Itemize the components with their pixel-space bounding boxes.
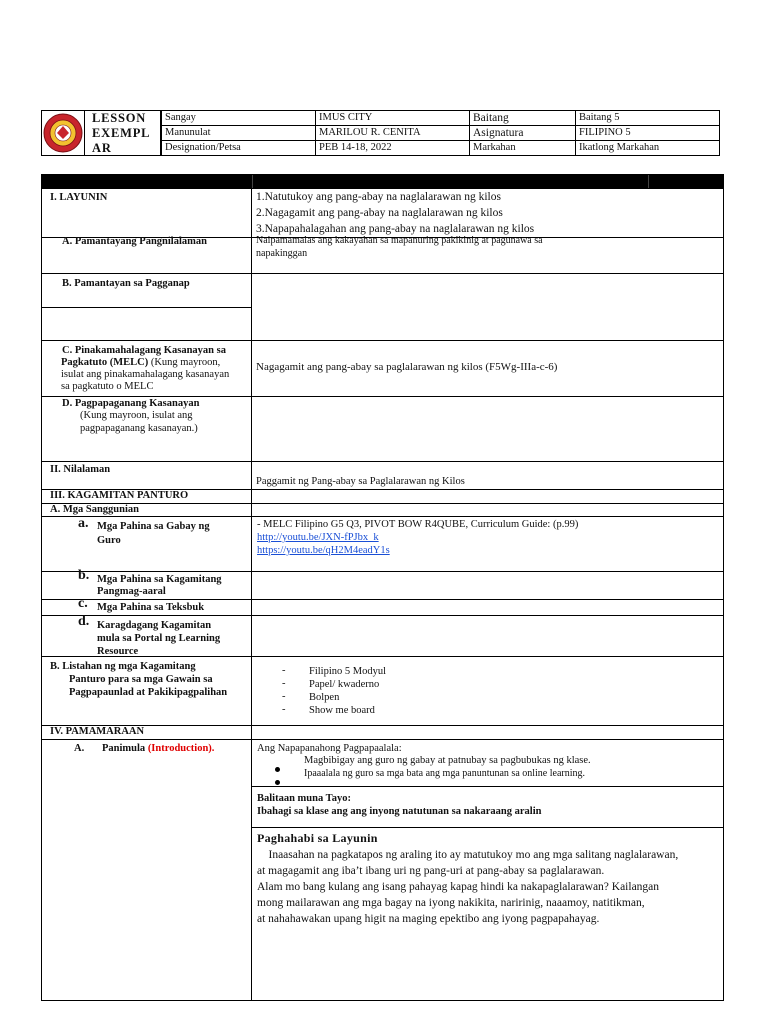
pagganap-label: B. Pamantayan sa Pagganap — [62, 278, 190, 289]
karagdagang-marker: d. — [78, 614, 90, 629]
paalala-item: Ipaaalala ng guro sa mga bata ang mga panuntunan sa online learning. — [304, 768, 586, 779]
melc-row — [41, 340, 724, 397]
youtube-link[interactable]: https://youtu.be/qH2M4eadY1s — [257, 545, 390, 556]
kagamitan-label-cell — [42, 489, 252, 503]
gabay-guro-row — [41, 516, 724, 572]
pangnilalaman-value: napakinggan — [256, 248, 308, 259]
layunin-value-cell — [252, 189, 723, 237]
sanggunian-row — [41, 503, 724, 517]
dash-bullet: - — [282, 704, 286, 715]
nilalaman-label-cell — [42, 461, 252, 489]
pangnilalaman-value: Naipamamalas ang kakayahan sa mapanuring pakikinig at pagunawa sa — [256, 235, 543, 246]
section-divider — [252, 827, 724, 828]
gabay-label: Mga Pahina sa Gabay ng — [97, 521, 210, 532]
pagpapaganang-value-cell — [252, 396, 723, 461]
karagdagang-label: mula sa Portal ng Learning — [97, 633, 221, 644]
teksbuk-label-cell — [42, 596, 252, 615]
baitang-label: Baitang — [470, 111, 576, 126]
panimula-text: Panimula — [102, 743, 148, 754]
designation-label: Designation/Petsa — [162, 141, 316, 156]
kagamitan-label: III. KAGAMITAN PANTURO — [50, 490, 189, 501]
pagganap-divider — [42, 307, 251, 308]
panimula-row — [41, 739, 724, 1001]
pagpapaganang-row — [41, 396, 724, 462]
paghahabi-line: mong mailarawan ang mga bagay na iyong nakikita, naririnig, naaamoy, natitikman, — [257, 897, 645, 909]
pamamaraan-row — [41, 725, 724, 740]
pagpapaganang-note: pagpapaganang kasanayan.) — [80, 423, 198, 434]
listahan-label: Panturo para sa mga Gawain sa — [69, 674, 213, 685]
pangnilalaman-value-cell — [252, 232, 723, 273]
title-line: EXEMPL — [92, 126, 151, 140]
karagdagang-label-cell — [42, 615, 252, 656]
paghahabi-line: at magagamit ang iba’t ibang uri ng pang-uri at pang-abay sa paglalarawan. — [257, 865, 605, 877]
table-header-bar — [41, 174, 724, 188]
sanggunian-label: A. Mga Sanggunian — [50, 504, 139, 515]
header-divider — [648, 175, 649, 189]
gabay-value-cell — [252, 516, 723, 571]
teksbuk-row — [41, 596, 724, 616]
pagpapaganang-label: D. Pagpapaganang Kasanayan — [62, 398, 200, 409]
header-row — [162, 141, 720, 156]
kagamitang-marker: b. — [78, 568, 90, 583]
pamantayang-pangnilalaman-row — [41, 232, 724, 274]
sanggunian-value-cell — [252, 503, 723, 516]
melc-value-cell — [252, 340, 723, 396]
pagpapaganang-note: (Kung mayroon, isulat ang — [80, 410, 193, 421]
paghahabi-line: at nahahawakan upang higit na maging epektibo ang iyong pagpapahayag. — [257, 913, 600, 925]
dash-bullet: - — [282, 665, 286, 676]
header-divider — [252, 175, 253, 189]
melc-bold: Pagkatuto (MELC) — [61, 357, 149, 368]
gabay-label: Guro — [97, 535, 121, 546]
layunin-item: 2.Nagagamit ang pang-abay na naglalarawan ng kilos — [256, 207, 503, 219]
layunin-label: I. LAYUNIN — [50, 192, 108, 203]
teksbuk-marker: c. — [78, 596, 88, 611]
melc-label-cell — [42, 340, 252, 396]
layunin-item: 3.Napapahalagahan ang pang-abay na naglalarawan ng kilos — [256, 223, 535, 235]
listahan-item: Filipino 5 Modyul — [309, 666, 387, 677]
school-seal-logo — [42, 111, 84, 155]
kagamitan-value-cell — [252, 489, 723, 503]
napapanahong-heading: Ang Napapanahong Pagpapaalala: — [257, 743, 402, 754]
kagamitang-pangmag-aaral-row — [41, 568, 724, 600]
melc-note: isulat ang pinakamahalagang kasanayan — [61, 369, 230, 380]
logo-cell — [41, 110, 85, 156]
pamamaraan-label-cell — [42, 725, 252, 739]
section-divider — [252, 786, 724, 787]
introduction-tag: (Introduction). — [147, 743, 215, 754]
header-row — [162, 126, 720, 141]
listahan-item: Papel/ kwaderno — [309, 679, 380, 690]
kagamitang-label: Pangmag-aaral — [97, 586, 166, 597]
listahan-item: Bolpen — [309, 692, 340, 703]
petsa-value: PEB 14-18, 2022 — [316, 141, 470, 156]
karagdagang-value-cell — [252, 615, 723, 656]
listahan-label: Pagpapaunlad at Pakikipagpalihan — [69, 687, 228, 698]
pangnilalaman-label-cell — [42, 232, 252, 273]
panimula-label-cell — [42, 739, 252, 1000]
nilalaman-label: II. Nilalaman — [50, 464, 111, 475]
lesson-exemplar-title-cell — [85, 110, 161, 156]
pagganap-value-cell — [252, 273, 723, 340]
sanggunian-label-cell — [42, 503, 252, 516]
melc-note: (Kung mayroon, — [148, 357, 221, 368]
manunulat-label: Manunulat — [162, 126, 316, 141]
sangay-label: Sangay — [162, 111, 316, 126]
melc-note: sa pagkatuto o MELC — [61, 381, 154, 392]
karagdagang-label: Karagdagang Kagamitan — [97, 620, 212, 631]
melc-label: C. Pinakamahalagang Kasanayan sa — [62, 345, 226, 356]
kagamitan-row — [41, 489, 724, 504]
lesson-exemplar-title — [92, 111, 158, 156]
markahan-label: Markahan — [470, 141, 576, 156]
karagdagang-row — [41, 615, 724, 657]
pagpapaganang-label-cell — [42, 396, 252, 461]
kagamitang-label-cell — [42, 568, 252, 599]
layunin-row — [41, 188, 724, 238]
panimula-value-cell — [252, 739, 723, 1000]
balitaan-instruction: Ibahagi sa klase ang ang inyong natutunan sa nakaraang aralin — [257, 806, 542, 817]
gabay-marker: a. — [78, 516, 89, 531]
listahan-label-cell — [42, 656, 252, 725]
panimula-label — [102, 742, 214, 755]
panimula-marker: A. — [74, 743, 85, 754]
youtube-link[interactable]: http://youtu.be/JXN-fPJbx_k — [257, 532, 379, 543]
title-line: AR — [92, 141, 112, 155]
nilalaman-row — [41, 461, 724, 490]
pangnilalaman-label: A. Pamantayang Pangnilalaman — [62, 236, 207, 247]
karagdagang-label: Resource — [97, 646, 139, 657]
listahan-row — [41, 656, 724, 726]
balitaan-heading: Balitaan muna Tayo: — [257, 793, 351, 804]
gabay-value: - MELC Filipino G5 Q3, PIVOT BOW R4QUBE, Curriculum Guide: (p.99) — [257, 519, 579, 530]
melc-value: Nagagamit ang pang-abay sa paglalarawan ng kilos (F5Wg-IIIa-c-6) — [256, 361, 558, 373]
asignatura-label: Asignatura — [470, 126, 576, 141]
pamamaraan-value-cell — [252, 725, 723, 739]
title-line: LESSON — [92, 111, 147, 125]
gabay-label-cell — [42, 516, 252, 571]
asignatura-value: FILIPINO 5 — [576, 126, 720, 141]
paghahabi-line: Inaasahan na pagkatapos ng araling ito ay matutukoy mo ang mga salitang naglalarawan, — [257, 849, 679, 861]
sangay-value: IMUS CITY — [316, 111, 470, 126]
header-info-grid — [161, 110, 720, 156]
layunin-item: 1.Natutukoy ang pang-abay na naglalarawan ng kilos — [256, 191, 501, 203]
pamantayan-pagganap-row — [41, 273, 724, 341]
listahan-label: B. Listahan ng mga Kagamitang — [50, 661, 196, 672]
nilalaman-value: Paggamit ng Pang-abay sa Paglalarawan ng Kilos — [256, 476, 465, 487]
paghahabi-line: Alam mo bang kulang ang isang pahayag kapag hindi ka nakapaglalarawan? Kailangan — [257, 881, 660, 893]
kagamitang-label: Mga Pahina sa Kagamitang — [97, 574, 222, 585]
listahan-value-cell — [252, 656, 723, 725]
nilalaman-value-cell — [252, 461, 723, 489]
dash-bullet: - — [282, 691, 286, 702]
manunulat-value: MARILOU R. CENITA — [316, 126, 470, 141]
baitang-value: Baitang 5 — [576, 111, 720, 126]
teksbuk-label: Mga Pahina sa Teksbuk — [97, 602, 205, 613]
paghahabi-title: Paghahabi sa Layunin — [257, 831, 378, 845]
pamamaraan-label: IV. PAMAMARAAN — [50, 726, 145, 737]
paalala-item: Magbibigay ang guro ng gabay at patnubay sa pagbubukas ng klase. — [304, 755, 591, 766]
listahan-item: Show me board — [309, 705, 375, 716]
teksbuk-value-cell — [252, 599, 723, 615]
header-row — [162, 111, 720, 126]
dash-bullet: - — [282, 678, 286, 689]
bullet-icon — [275, 772, 280, 790]
layunin-label-cell — [42, 189, 252, 237]
kagamitang-value-cell — [252, 571, 723, 599]
markahan-value: Ikatlong Markahan — [576, 141, 720, 156]
pagganap-label-cell — [42, 273, 252, 340]
